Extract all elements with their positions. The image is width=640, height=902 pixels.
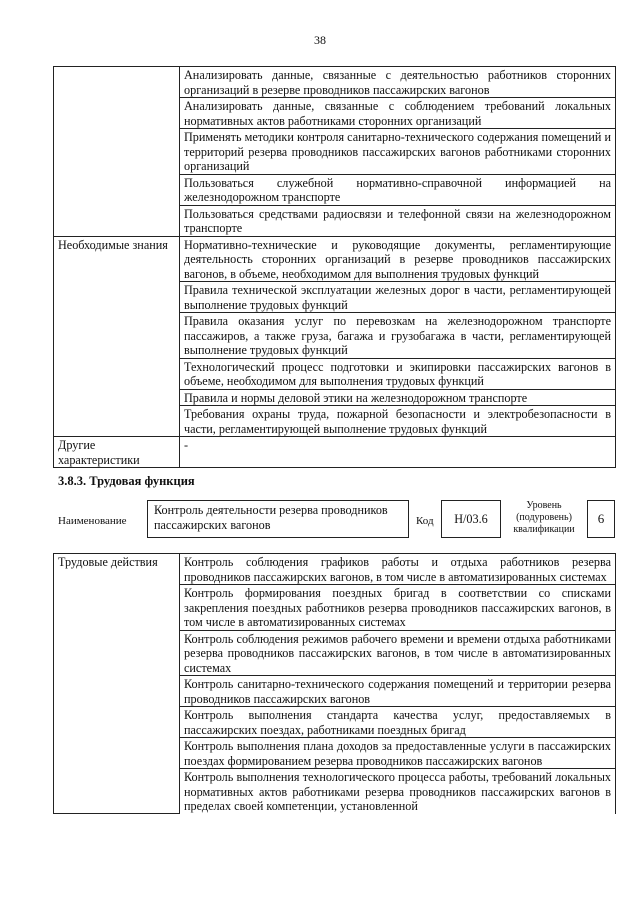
skill-item: Применять методики контроля санитарно-технического содержания помещений и территорий резерва проводников пассажирских вагонов работниками сторонних организаций bbox=[180, 129, 616, 175]
skill-item: Анализировать данные, связанные с соблюдением требований локальных нормативных актов работниками сторонних организаций bbox=[180, 98, 616, 129]
knowledge-item: Технологический процесс подготовки и экипировки пассажирских вагонов в объеме, необходимом для выполнения трудовых функций bbox=[180, 358, 616, 389]
other-characteristics-value: - bbox=[180, 437, 616, 468]
knowledge-item: Правила и нормы деловой этики на железнодорожном транспорте bbox=[180, 389, 616, 406]
labor-action-item: Контроль выполнения стандарта качества услуг, предоставляемых в пассажирских поездах, работниками поездных бригад bbox=[180, 707, 616, 738]
table-row bbox=[54, 67, 616, 98]
labor-actions-label: Трудовые действия bbox=[54, 554, 180, 814]
knowledge-item: Нормативно-технические и руководящие документы, регламентирующие деятельность сторонних организаций в резерве проводников пассажирских вагонов, в объеме, необходимом для выполнения трудовых функций bbox=[180, 236, 616, 282]
skill-item: Анализировать данные, связанные с деятельностью работников сторонних организаций в резерве проводников пассажирских вагонов bbox=[180, 67, 616, 98]
skill-item: Пользоваться средствами радиосвязи и телефонной связи на железнодорожном транспорте bbox=[180, 205, 616, 236]
knowledge-item: Правила оказания услуг по перевозкам на железнодорожном транспорте пассажиров, а также груза, багажа и грузобагажа в части, регламентирующей выполнение трудовых функций bbox=[180, 313, 616, 359]
function-name-box: Контроль деятельности резерва проводников пассажирских вагонов bbox=[147, 500, 409, 538]
labor-action-item: Контроль выполнения плана доходов за предоставленные услуги в пассажирских поездах формированием резерва проводников пассажирских вагонов bbox=[180, 738, 616, 769]
labor-actions-table bbox=[53, 553, 616, 814]
page-number: 38 bbox=[314, 33, 326, 47]
skill-item: Пользоваться служебной нормативно-справочной информацией на железнодорожном транспорте bbox=[180, 174, 616, 205]
name-label: Наименование bbox=[58, 515, 127, 527]
other-characteristics-label: Другие характеристики bbox=[54, 437, 180, 468]
table-row bbox=[54, 554, 616, 585]
table-row bbox=[54, 437, 616, 468]
knowledge-item: Правила технической эксплуатации железных дорог в части, регламентирующей выполнение трудовых функций bbox=[180, 282, 616, 313]
table-row bbox=[54, 236, 616, 282]
skills-label-cell bbox=[54, 67, 180, 237]
knowledge-item: Требования охраны труда, пожарной безопасности и электробезопасности в части, регламентирующей выполнение трудовых функций bbox=[180, 406, 616, 437]
knowledge-label: Необходимые знания bbox=[54, 236, 180, 437]
labor-action-item: Контроль соблюдения режимов рабочего времени и времени отдыха работниками резерва проводников пассажирских вагонов, в том числе в автоматизированных системах bbox=[180, 630, 616, 676]
labor-action-item: Контроль формирования поездных бригад в соответствии со списками закрепления поездных работников резерва проводников пассажирских вагонов, в том числе в автоматизированных системах bbox=[180, 585, 616, 631]
labor-action-item: Контроль соблюдения графиков работы и отдыха работников резерва проводников пассажирских вагонов, в том числе в автоматизированных системах bbox=[180, 554, 616, 585]
labor-action-item: Контроль санитарно-технического содержания помещений и территории резерва проводников пассажирских вагонов bbox=[180, 676, 616, 707]
code-value-box: Н/03.6 bbox=[441, 500, 501, 538]
section-heading: 3.8.3. Трудовая функция bbox=[58, 474, 195, 488]
qualification-level-box: 6 bbox=[587, 500, 615, 538]
code-label: Код bbox=[416, 515, 434, 527]
labor-action-item: Контроль выполнения технологического процесса работы, требований локальных нормативных актов работниками резерва проводников пассажирских вагонов в пределах своей компетенции, установленной bbox=[180, 769, 616, 814]
qualification-level-label: Уровень (подуровень) квалификации bbox=[513, 500, 575, 535]
competency-table bbox=[53, 66, 616, 468]
